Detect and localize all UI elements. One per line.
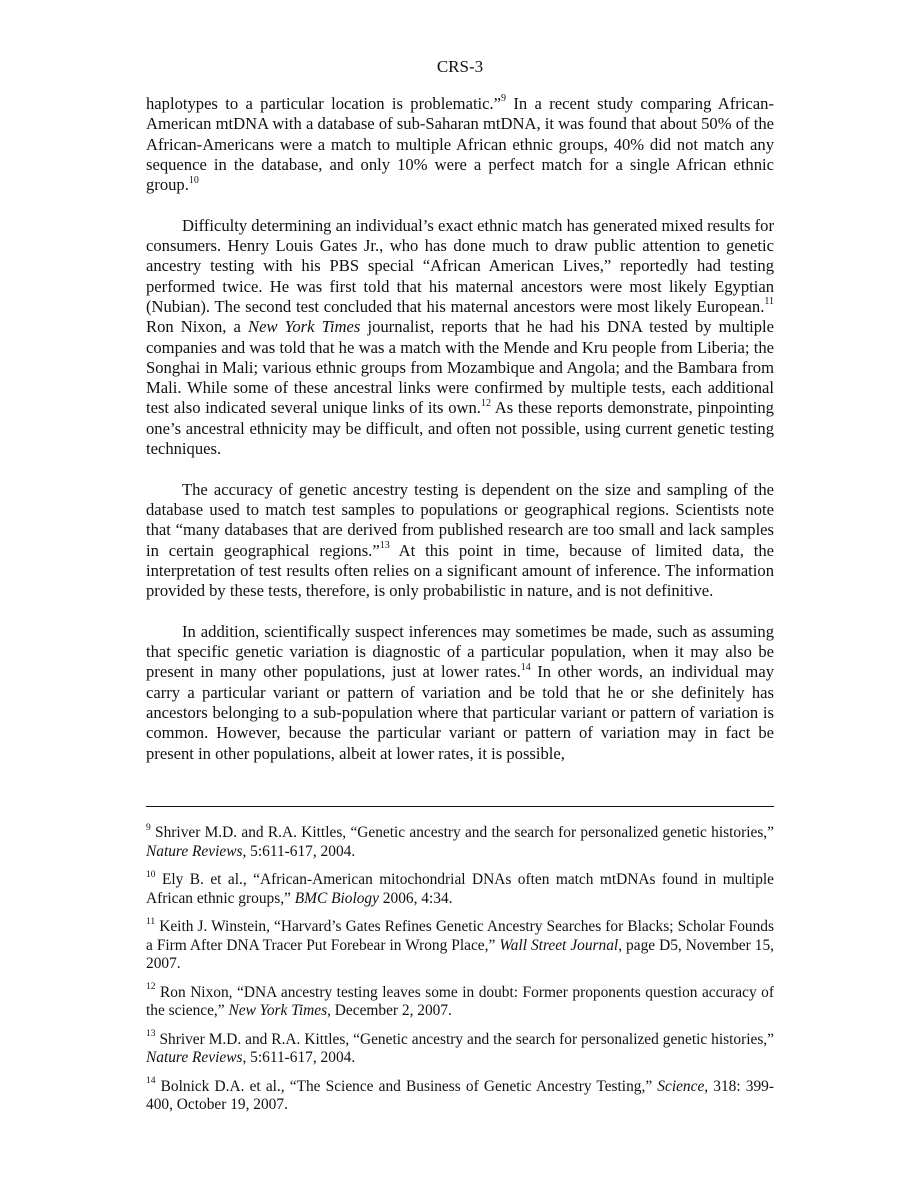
italic-text: New York Times bbox=[248, 317, 361, 337]
footnote-ref: 12 bbox=[480, 397, 491, 409]
text-run: , 5:611-617, 2004. bbox=[242, 842, 356, 860]
body-text bbox=[146, 94, 774, 784]
text-run: In addition, scientifically suspect inferences may sometimes be made, such as assuming that specific genetic variation is diagnostic of a particular population, when it may also be present in many other populations, just at lower rates. bbox=[146, 621, 774, 682]
text-run: journalist, reports that he had his DNA tested by multiple companies and was told that he was a match with the Mende and Kru people from Liberia; the Songhai in Mali; various ethnic groups from Mozambique and Angola; and the Bambara from Mali. While some of these ancestral links were confirmed by multiple tests, each additional test also indicated several unique links of its own. bbox=[146, 317, 774, 418]
text-run: Ron Nixon, “DNA ancestry testing leaves some in doubt: Former proponents question accuracy of the science,” bbox=[146, 983, 774, 1020]
footnote-ref: 12 bbox=[146, 982, 156, 993]
footnote bbox=[146, 984, 774, 1021]
italic-text: Nature Reviews bbox=[146, 1049, 243, 1067]
footnote-ref: 11 bbox=[764, 296, 774, 308]
body-paragraph bbox=[146, 480, 774, 602]
footnote-ref: 14 bbox=[520, 661, 531, 673]
text-run: Shriver M.D. and R.A. Kittles, “Genetic ancestry and the search for personalized genetic histories,” bbox=[155, 1030, 774, 1048]
text-run: In other words, an individual may carry a particular variant or pattern of variation and be told that he or she definitely has ancestors belonging to a sub-population where that particular variant or pattern of variation is common. However, because the particular variant or pattern of variation may in fact be present in other populations, albeit at lower rates, it is possible, bbox=[146, 662, 774, 763]
footnotes bbox=[146, 824, 774, 1125]
text-run: The accuracy of genetic ancestry testing is dependent on the size and sampling of the database used to match test samples to populations or geographical regions. Scientists note that “many databases that are derived from published research are too small and lack samples in certain geographical regions.” bbox=[146, 479, 774, 560]
text-run: At this point in time, because of limited data, the interpretation of test results often relies on a significant amount of inference. The information provided by these tests, therefore, is only probabilistic in nature, and is not definitive. bbox=[146, 540, 775, 601]
footnote-ref: 10 bbox=[188, 174, 199, 186]
footnote-ref: 9 bbox=[501, 93, 507, 105]
footnote-ref: 9 bbox=[146, 822, 151, 833]
footnote-ref: 11 bbox=[146, 916, 156, 927]
text-run: As these reports demonstrate, pinpointing one’s ancestral ethnicity may be difficult, and often not possible, using current genetic testing techniques. bbox=[146, 398, 774, 459]
text-run: haplotypes to a particular location is problematic.” bbox=[146, 94, 502, 113]
italic-text: New York Times bbox=[228, 1002, 328, 1020]
footnote-ref: 13 bbox=[146, 1029, 156, 1040]
text-run: 2006, 4:34. bbox=[378, 889, 453, 907]
footnote bbox=[146, 1031, 774, 1068]
text-run: Bolnick D.A. et al., “The Science and Business of Genetic Ancestry Testing,” bbox=[155, 1077, 658, 1095]
body-paragraph bbox=[146, 622, 774, 764]
footnote-ref: 13 bbox=[379, 540, 390, 551]
text-run: Ron Nixon, a bbox=[146, 317, 249, 337]
text-run: , December 2, 2007. bbox=[327, 1002, 452, 1020]
italic-text: Nature Reviews bbox=[146, 842, 243, 860]
body-paragraph bbox=[146, 216, 774, 460]
footnote bbox=[146, 871, 774, 908]
text-run: , 318: 399-400, October 19, 2007. bbox=[146, 1077, 774, 1114]
footnote-ref: 14 bbox=[146, 1076, 156, 1087]
text-run: , 5:611-617, 2004. bbox=[242, 1049, 356, 1067]
footnote-separator bbox=[146, 806, 774, 807]
italic-text: BMC Biology bbox=[294, 889, 379, 907]
body-paragraph bbox=[146, 94, 774, 195]
footnote bbox=[146, 824, 774, 861]
footnote bbox=[146, 1078, 774, 1115]
italic-text: Science bbox=[657, 1077, 705, 1095]
text-run: Ely B. et al., “African-American mitochondrial DNAs often match mtDNAs found in multiple African ethnic groups,” bbox=[146, 870, 774, 907]
footnote bbox=[146, 918, 774, 974]
text-run: In a recent study comparing African-American mtDNA with a database of sub-Saharan mtDNA, it was found that about 50% of the African-Americans were a match to multiple African ethnic groups, 40% did not match any sequence in the database, and only 10% were a perfect match for a single African ethnic group. bbox=[146, 94, 774, 195]
footnote-ref: 10 bbox=[146, 869, 156, 880]
page-header: CRS-3 bbox=[436, 57, 484, 76]
text-run: , page D5, November 15, 2007. bbox=[146, 936, 774, 973]
text-run: Difficulty determining an individual’s exact ethnic match has generated mixed results for consumers. Henry Louis Gates Jr., who has done much to draw public attention to genetic ancestry testing with his PBS special “African American Lives,” reportedly had testing performed twice. He was first told that his maternal ancestors were most likely Egyptian (Nubian). The second test concluded that his maternal ancestors were most likely European. bbox=[146, 215, 774, 316]
text-run: Shriver M.D. and R.A. Kittles, “Genetic ancestry and the search for personalized genetic histories,” bbox=[150, 824, 774, 841]
text-run: Keith J. Winstein, “Harvard’s Gates Refines Genetic Ancestry Searches for Blacks; Scholar Founds a Firm After DNA Tracer Put Forebear in Wrong Place,” bbox=[146, 917, 774, 954]
italic-text: Wall Street Journal bbox=[499, 936, 619, 954]
